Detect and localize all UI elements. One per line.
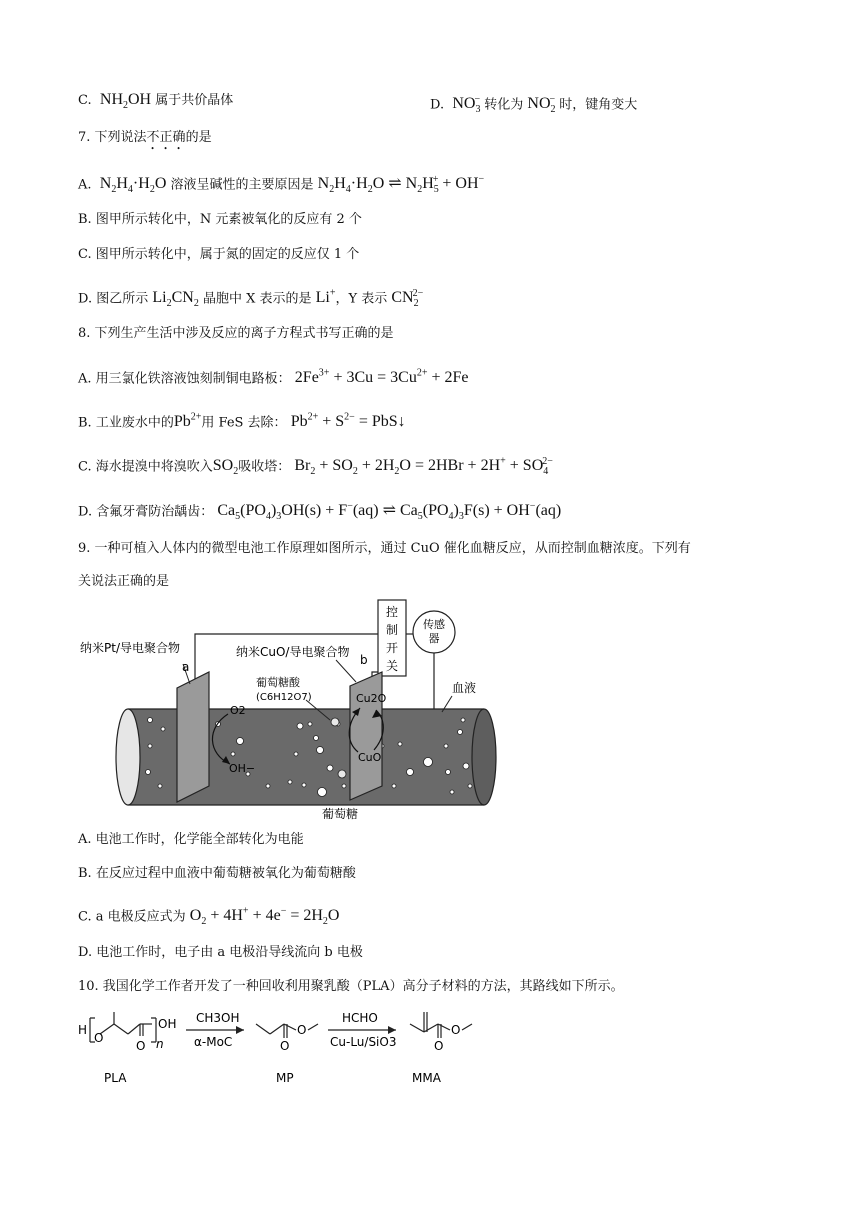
q6-d-formula1: $NO_3^-$ [452,94,481,116]
battery-diagram [0,596,860,826]
cuo-label: CuO [358,751,382,764]
switch-char-1: 控 [385,605,399,619]
mma-o-ester: O [451,1023,461,1037]
pla-label: PLA [104,1071,127,1085]
gluconic-formula: (C6H12O7) [256,692,312,703]
electrode-a [177,672,209,802]
oh-label: OH− [229,762,256,775]
sensor-label-1: 传感 [423,618,445,631]
q8-option-c: C. 海水提溴中将溴吹入$SO_2$吸收塔： $Br_2 + SO_2 + 2H_2O = 2HBr + 2H^+ + SO_4^{2-}$ [78,456,553,478]
left-electrode-label: 纳米Pt/导电聚合物 [80,641,180,655]
q7-option-a: A. $N_2H_4\cdot H_2O$ 溶液呈碱性的主要原因是 $N_2H_4\cdot H_2O$ ⇌ $N_2H_5^+ + OH^-$ [78,174,485,196]
reagent2-top: HCHO [342,1011,378,1025]
q9-option-c: C. a 电极反应式为 $O_2 + 4H^+ + 4e^- = 2H_2O$ [78,906,340,928]
q7-stem: 7. 下列说法不正确的是 [78,130,212,145]
switch-char-4: 关 [385,659,399,673]
pla-o-carbonyl: O [136,1039,146,1053]
pla-recycling-route [0,1004,860,1104]
mp-label: MP [276,1071,294,1085]
o2-label: O2 [230,704,246,717]
pla-h: H [78,1023,88,1037]
q6-c-formula: $NH_2OH$ [99,91,152,112]
q7-option-d: D. 图乙所示 $Li_2CN_2$ 晶胞中 X 表示的是 Li+，Y 表示 $CN_2^{2-}$ [78,288,424,310]
mma-label: MMA [412,1071,441,1085]
pla-oh: OH [158,1017,177,1031]
blood-label: 血液 [452,681,477,695]
q7-option-c: C. 图甲所示转化中，属于氮的固定的反应仅 1 个 [78,247,360,262]
gluconic-acid-label: 葡萄糖酸 [256,676,300,689]
switch-char-2: 制 [385,623,399,637]
q6-option-d: D. $NO_3^-$ 转化为 $NO_2^-$ 时，键角变大 [430,94,638,116]
switch-char-3: 开 [385,641,399,655]
mp-o-ester: O [297,1023,307,1037]
q7-option-b: B. 图甲所示转化中，N 元素被氧化的反应有 2 个 [78,212,362,227]
right-electrode-label: 纳米CuO/导电聚合物 [236,645,350,659]
q9-stem-line2: 关说法正确的是 [78,574,170,589]
glucose-label: 葡萄糖 [322,807,359,821]
q9-option-b: B. 在反应过程中血液中葡萄糖被氧化为葡萄糖酸 [78,866,356,881]
q10-stem: 10. 我国化学工作者开发了一种回收利用聚乳酸（PLA）高分子材料的方法，其路线如下所示。 [78,979,624,994]
q8-option-a: A. 用三氯化铁溶液蚀刻制铜电路板： $2Fe^{3+} + 3Cu = 3Cu^{2+} + 2Fe$ [78,368,469,387]
q6-d-formula2: $NO_2^-$ [527,94,556,116]
reagent1-top: CH3OH [196,1011,240,1025]
reagent2-bottom: Cu-Lu/SiO3 [330,1035,397,1049]
q8-option-d: D. 含氟牙膏防治龋齿： $Ca_5(PO_4)_3OH(s) + F^-(aq)$ ⇌ $Ca_5(PO_4)_3F(s) + OH^-(aq)$ [78,501,562,523]
q9-option-d: D. 电池工作时，电子由 a 电极沿导线流向 b 电极 [78,945,363,960]
mp-o-carbonyl: O [280,1039,290,1053]
q9-stem-line1: 9. 一种可植入人体内的微型电池工作原理如图所示，通过 CuO 催化血糖反应，从而控制血糖浓度。下列有 [78,541,691,556]
sensor-label-2: 器 [428,632,440,645]
label-a: a [182,660,190,674]
q8-stem: 8. 下列生产生活中涉及反应的离子方程式书写正确的是 [78,326,394,341]
label-b: b [360,653,368,667]
reagent1-bottom: α-MoC [194,1035,233,1049]
pla-o-ether: O [94,1031,104,1045]
q6-option-c: C. $NH_2OH$ 属于共价晶体 [78,91,234,112]
q9-option-a: A. 电池工作时，化学能全部转化为电能 [78,832,304,847]
q8-option-b: B. 工业废水中的$Pb^{2+}$用 FeS 去除： $Pb^{2+} + S^{2-}$ = PbS↓ [78,412,406,431]
cu2o-label: Cu2O [356,692,387,705]
pla-n: n [156,1037,164,1051]
mma-o-carbonyl: O [434,1039,444,1053]
